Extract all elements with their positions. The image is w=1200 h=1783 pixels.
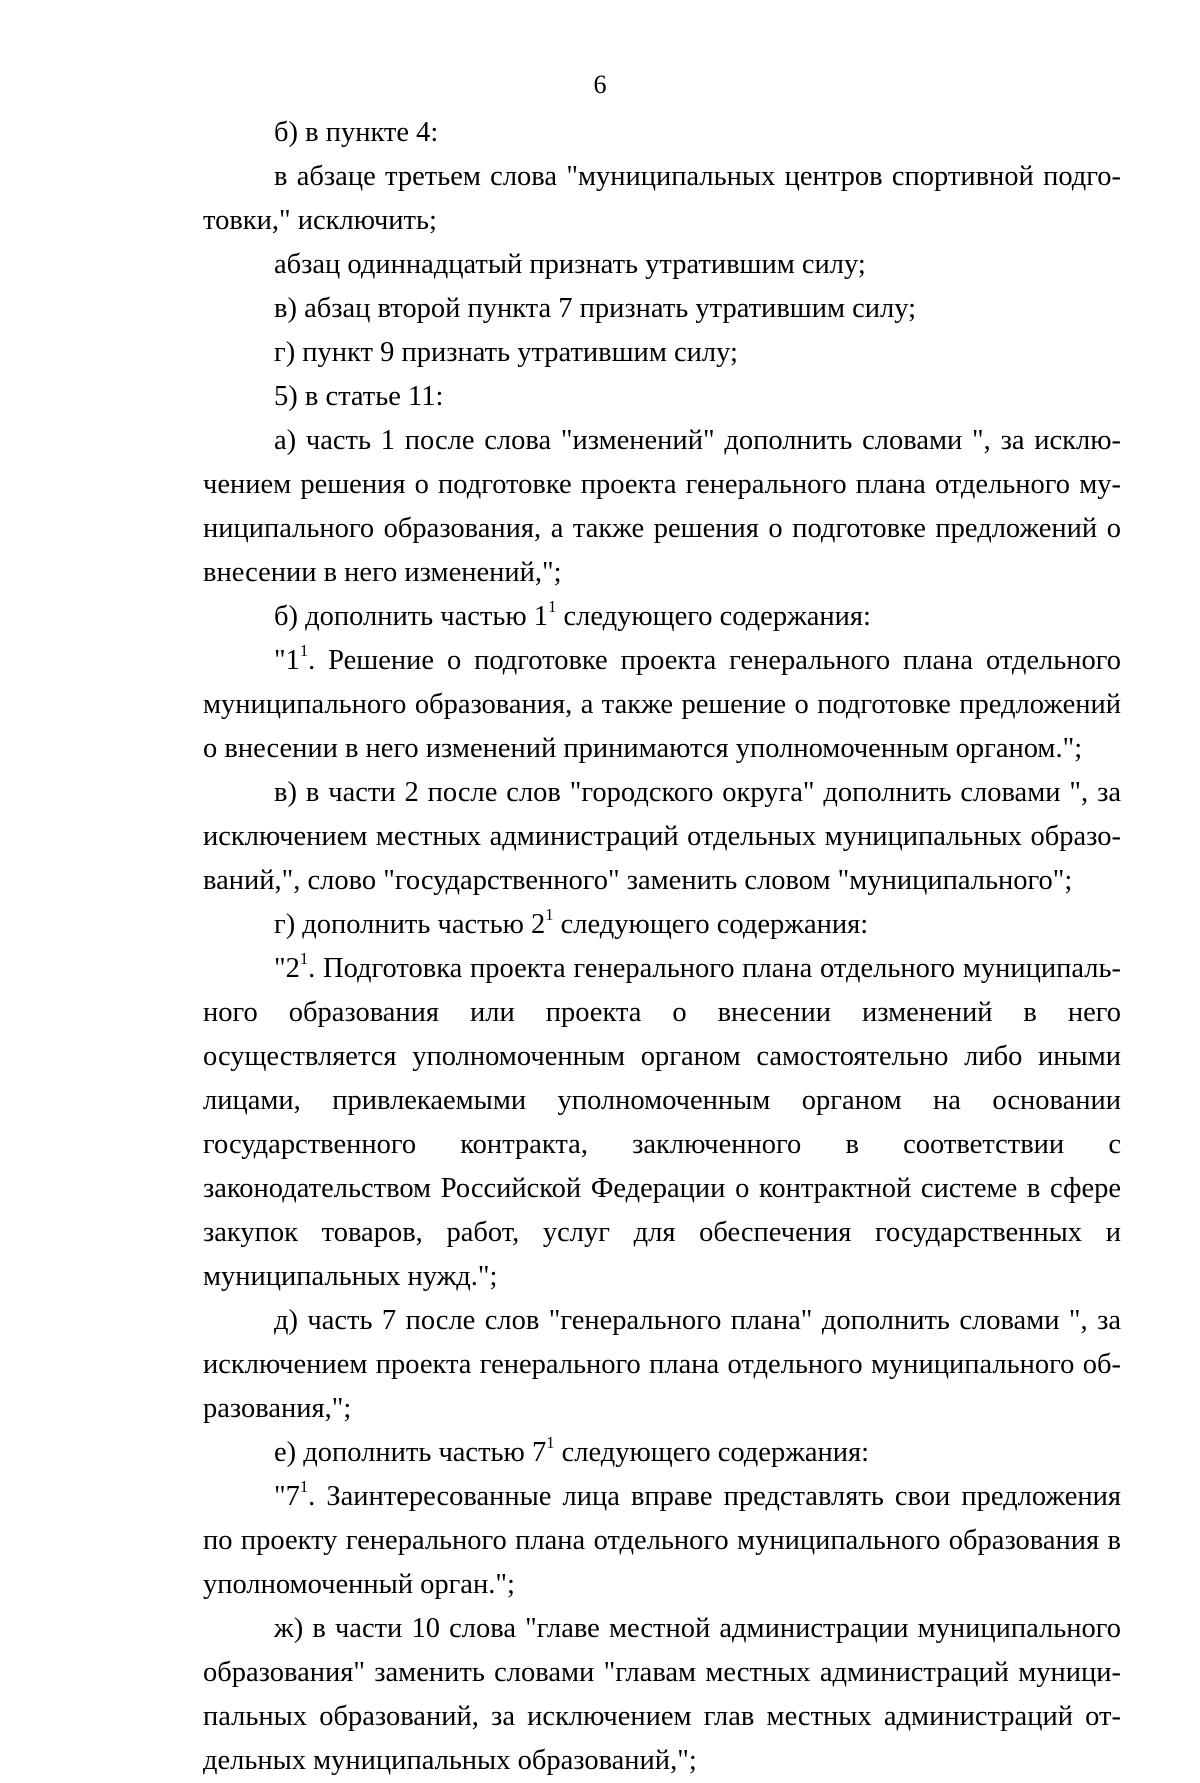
superscript: 1 <box>545 905 554 925</box>
paragraph: б) дополнить частью $1^1$ следующего содержания: <box>274 597 871 632</box>
superscript: 1 <box>546 1433 555 1453</box>
paragraph: д) часть 7 после слов "генерального плана" дополнить словами ", за исключением проекта генерального плана отдельного муниципального образования,"; <box>203 1305 1121 1424</box>
paragraph: абзац одиннадцатый признать утратившим силу; <box>274 249 866 280</box>
paragraph: в абзаце третьем слова "муниципальных центров спортивной подготовки," исключить; <box>203 161 1121 236</box>
paragraph: в) в части 2 после слов "городского округа" дополнить словами ", за исключением местных администраций отдельных муниципальных образований,", слово "государственного" заменить словом "муниципального"; <box>203 777 1121 896</box>
document-body <box>203 111 1121 1783</box>
paragraph: в) абзац второй пункта 7 признать утратившим силу; <box>274 293 917 324</box>
paragraph: г) дополнить частью $2^1$ следующего содержания: <box>274 905 869 940</box>
paragraph: ж) в части 10 слова "главе местной администрации муниципального образования" заменить словами "главам местных администраций муниципальных образований, за исключением глав местных администраций отдельных муниципальных образований,"; <box>203 1613 1121 1776</box>
paragraph: г) пункт 9 признать утратившим силу; <box>274 337 738 368</box>
superscript: 1 <box>299 641 309 661</box>
superscript: 1 <box>299 949 309 969</box>
superscript: 1 <box>548 597 557 617</box>
paragraph: "$2^1$. Подготовка проекта генерального плана отдельного муниципального образования или проекта о внесении изменений в него осуществляется уполномоченным органом самостоятельно либо иными лицами, привлекаемыми уполномоченным органом на основании государственного контракта, заключенного в соответствии с законодательством Российской Федерации о контрактной системе в сфере закупок товаров, работ, услуг для обеспечения государственных и муниципальных нужд."; <box>203 949 1121 1292</box>
paragraph: "$7^1$. Заинтересованные лица вправе представлять свои предложения по проекту генерального плана отдельного муниципального образования в уполномоченный орган."; <box>203 1477 1121 1600</box>
paragraph: 5) в статье 11: <box>274 381 444 412</box>
page-number: 6 <box>593 70 607 99</box>
paragraph: б) в пункте 4: <box>274 117 439 148</box>
superscript: 1 <box>299 1477 309 1497</box>
paragraph: а) часть 1 после слова "изменений" дополнить словами ", за исключением решения о подготовке проекта генерального плана отдельного муниципального образования, а также решения о подготовке предложений о внесении в него изменений,"; <box>203 425 1121 588</box>
paragraph: "$1^1$. Решение о подготовке проекта генерального плана отдельного муниципального образования, а также решение о подготовке предложений о внесении в него изменений принимаются уполномоченным органом."; <box>203 641 1121 764</box>
paragraph: е) дополнить частью $7^1$ следующего содержания: <box>274 1433 870 1468</box>
